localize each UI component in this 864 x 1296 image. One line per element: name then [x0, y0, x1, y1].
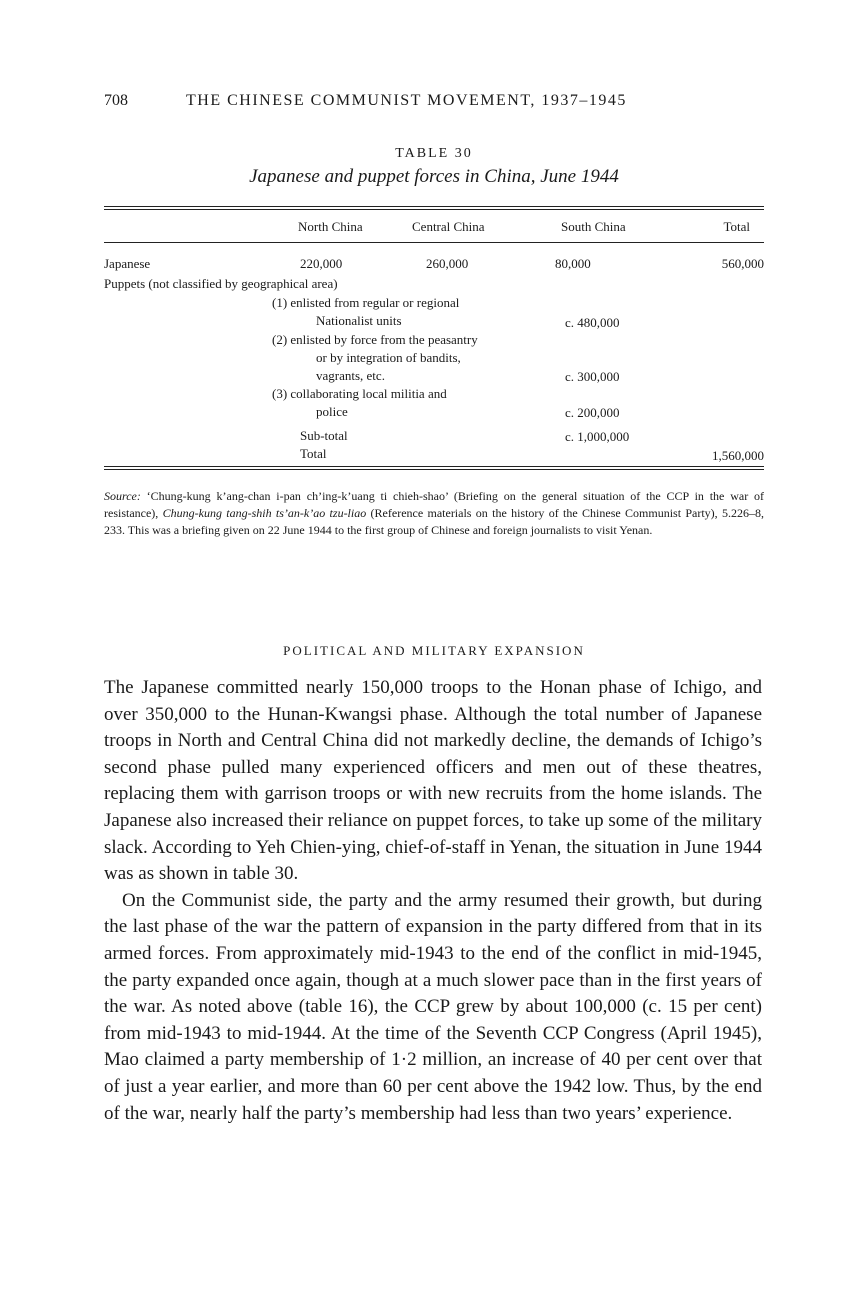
table-top-rule	[104, 206, 764, 207]
table-label: TABLE 30	[395, 146, 473, 161]
table-header-rule	[104, 242, 764, 243]
puppet-row-3-line-2: police	[316, 404, 348, 419]
cell-subtotal-value: c. 1,000,000	[565, 429, 630, 444]
puppet-row-1-line-1: (1) enlisted from regular or regional	[272, 295, 460, 310]
running-head-title: THE CHINESE COMMUNIST MOVEMENT, 1937–1945	[186, 92, 627, 109]
row-label-puppets: Puppets (not classified by geographical area)	[104, 276, 338, 291]
column-header-central-china: Central China	[412, 219, 485, 234]
source-note	[104, 488, 764, 539]
column-header-total: Total	[723, 219, 750, 234]
cell-japanese-south: 80,000	[555, 256, 591, 271]
cell-japanese-north: 220,000	[300, 256, 343, 271]
column-header-north-china: North China	[298, 219, 363, 234]
cell-japanese-total: 560,000	[721, 256, 764, 271]
row-label-japanese: Japanese	[104, 256, 151, 271]
section-heading: POLITICAL AND MILITARY EXPANSION	[283, 643, 585, 658]
page-number: 708	[104, 92, 128, 109]
puppet-row-2-line-2: or by integration of bandits,	[316, 350, 461, 365]
row-label-subtotal: Sub-total	[300, 428, 348, 443]
paragraph-2: On the Communist side, the party and the army resumed their growth, but during the last phase of the war the pattern of expansion in the party differed from that in its armed forces. From approximately mid-1943 to the end of the conflict in mid-1945, the party expanded once again, though at a much slower pace than in the first years of the war. As noted above (table 16), the CCP grew by about 100,000 (c. 15 per cent) from mid-1943 to mid-1944. At the time of the Seventh CCP Congress (April 1945), Mao claimed a party membership of 1·2 million, an increase of 40 per cent over that of just a year earlier, and more than 60 per cent above the 1942 low. Thus, by the end of the war, nearly half the party’s membership had less than two years’ experience.	[104, 889, 762, 1124]
column-header-south-china: South China	[561, 219, 626, 234]
cell-grand-total: 1,560,000	[712, 448, 764, 463]
puppet-row-2-line-3: vagrants, etc.	[316, 368, 385, 383]
source-text-2: (Reference materials on the history of the Chinese Communist Party), 5.226–8, 233. This was a briefing given on 22 June 1944 to the first group of Chinese and foreign journalists to visit Yenan.	[104, 506, 764, 537]
puppet-row-2-value: c. 300,000	[565, 369, 620, 384]
paragraph-1: The Japanese committed nearly 150,000 troops to the Honan phase of Ichigo, and over 350,000 to the Hunan-Kwangsi phase. Although the total number of Japanese troops in North and Central China did not markedly decline, the demands of Ichigo’s second phase pulled many experienced officers and men out of these theatres, replacing them with garrison troops or with new recruits from the home islands. The Japanese also increased their reliance on puppet forces, to take up some of the military slack. According to Yeh Chien-ying, chief-of-staff in Yenan, the situation in June 1944 was as shown in table 30.	[104, 677, 762, 885]
source-italic-title: Chung-kung tang-shih ts’an-k’ao tzu-liao	[162, 506, 367, 520]
puppet-row-2-line-1: (2) enlisted by force from the peasantry	[272, 332, 478, 347]
body-text	[104, 675, 762, 1127]
puppet-row-3-line-1: (3) collaborating local militia and	[272, 386, 447, 401]
running-head	[104, 92, 764, 110]
table-title: Japanese and puppet forces in China, June 1944	[249, 166, 619, 187]
cell-japanese-central: 260,000	[426, 256, 469, 271]
table-top-rule-2	[104, 209, 764, 210]
source-text-1: ‘Chung-kung k’ang-chan i-pan ch’ing-k’uang ti chieh-shao’ (Briefing on the general situation of the CCP in the war of resistance),	[104, 489, 764, 520]
source-label: Source:	[104, 489, 141, 503]
row-label-total: Total	[300, 446, 327, 461]
puppet-row-1-line-2: Nationalist units	[316, 313, 402, 328]
table-bottom-rule	[104, 466, 764, 467]
table-bottom-rule-2	[104, 469, 764, 470]
puppet-row-3-value: c. 200,000	[565, 405, 620, 420]
puppet-row-1-value: c. 480,000	[565, 315, 620, 330]
